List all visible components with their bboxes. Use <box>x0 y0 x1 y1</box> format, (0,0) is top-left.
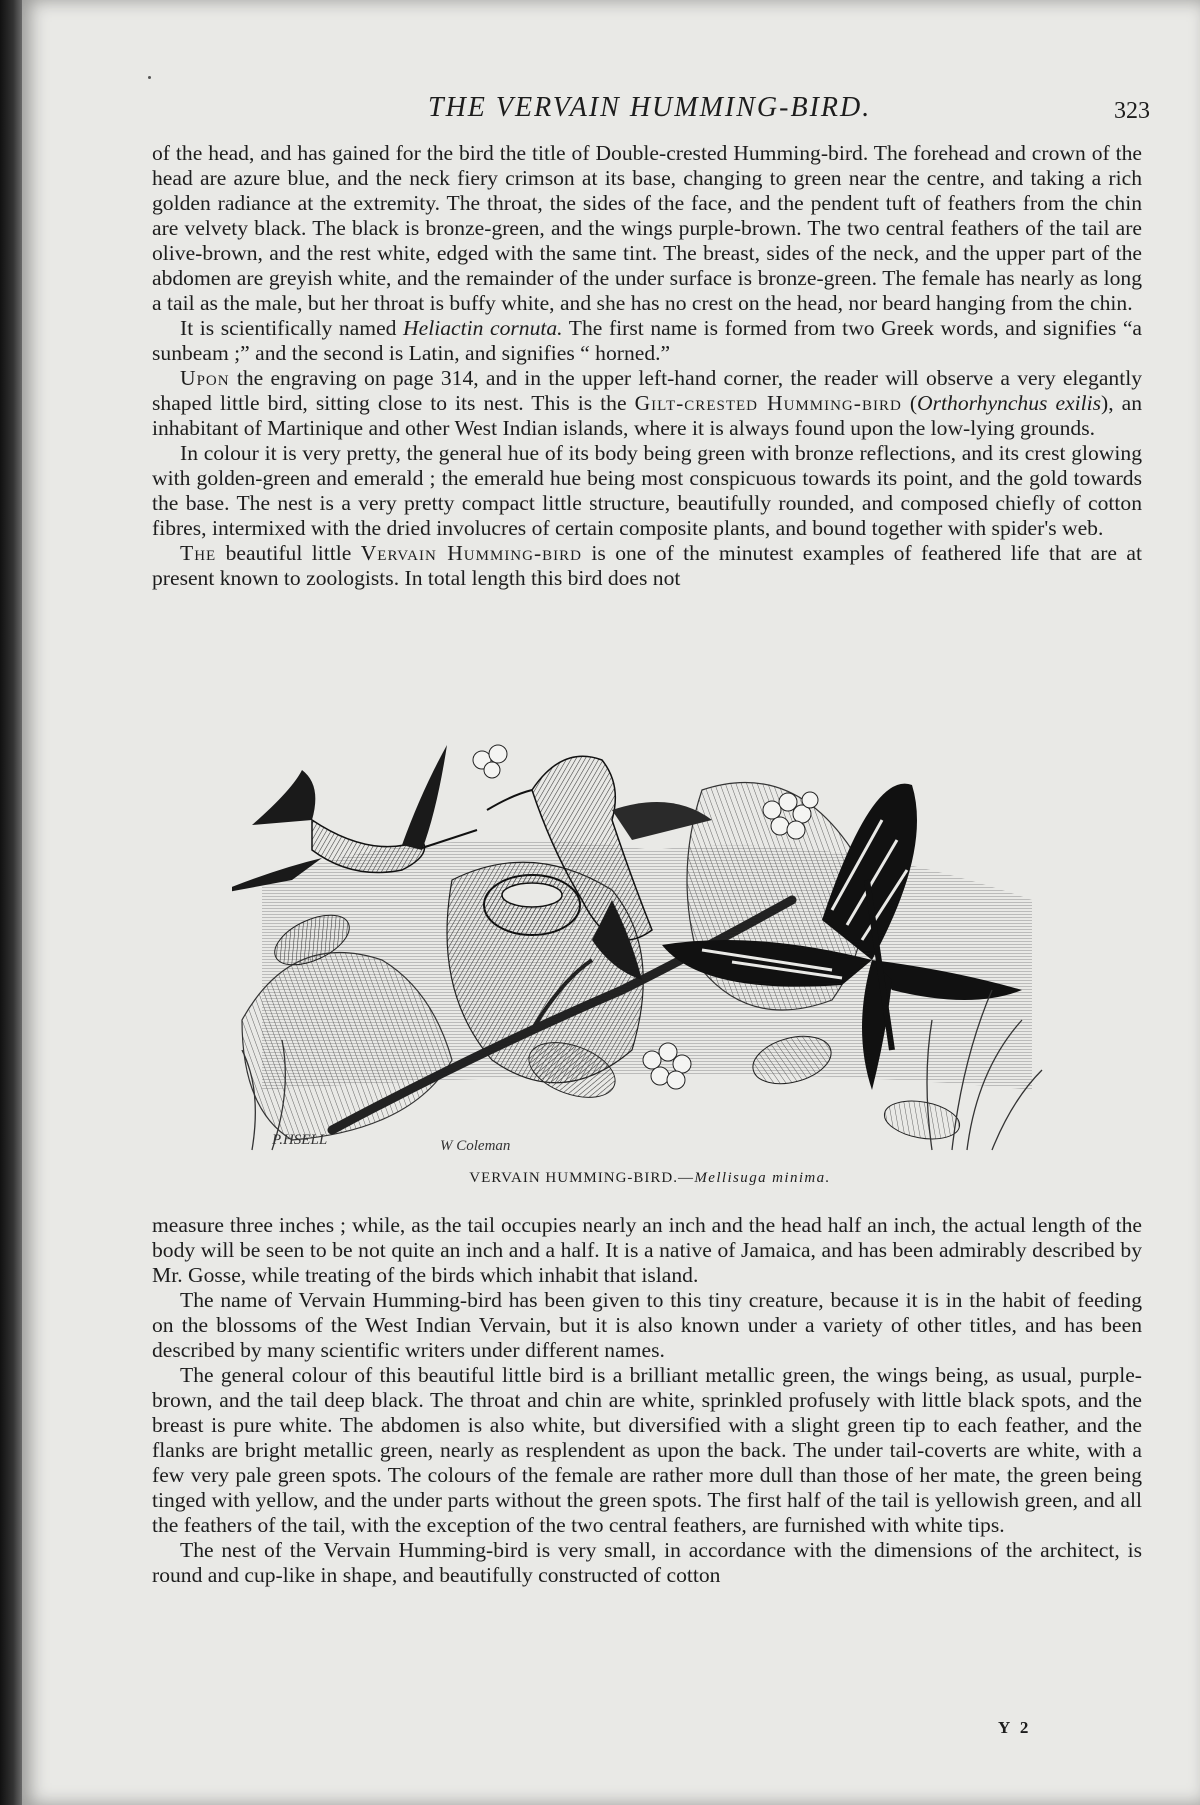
bird-name: Vervain Humming-bird <box>360 541 583 565</box>
text-run: the engraving on page 314, and in the upper left-hand corner, the reader will observe a very elegantly shaped little bird, sitting close to its nest. This is the <box>152 366 1142 415</box>
text-run: beautiful little <box>216 541 361 565</box>
leaf <box>881 1096 962 1145</box>
figure-caption <box>150 1170 1150 1187</box>
paragraph-continued <box>152 1213 1142 1288</box>
text-run: It is scientifically named <box>180 316 404 340</box>
paragraph-general-colour <box>152 1363 1142 1538</box>
page-binding-edge <box>0 0 22 1805</box>
top-text-block <box>152 141 1142 591</box>
text-run: is one of the minutest examples of feathered life that are at present known to zoologists. In total length this bird does not <box>152 541 1142 590</box>
paragraph-text: The name of Vervain Humming-bird has been given to this tiny creature, because it is in the habit of feeding on the blossoms of the West Indian Vervain, but it is also known under a variety of other titles, and has been described by many scientific writers under different names. <box>152 1288 1142 1362</box>
caption-scientific-name: Mellisuga minima. <box>694 1170 831 1186</box>
caption-title: VERVAIN HUMMING-BIRD. <box>469 1170 678 1186</box>
print-speck <box>148 76 151 79</box>
running-title: THE VERVAIN HUMMING-BIRD. <box>428 92 872 123</box>
artist-signature-engraver: P.HSELL <box>272 1132 328 1148</box>
paragraph-nest <box>152 1538 1142 1588</box>
paragraph-name-origin <box>152 1288 1142 1363</box>
text-run: ( <box>901 391 918 415</box>
scientific-name: Heliactin cornuta. <box>403 316 563 340</box>
paragraph-text: The nest of the Vervain Humming-bird is very small, in accordance with the dimensions of the architect, is round and cup-like in shape, and beautifully constructed of cotton <box>152 1538 1142 1587</box>
paragraph-text: In colour it is very pretty, the general hue of its body being green with bronze reflections, and its crest glowing with golden-green and emerald ; the emerald hue being most conspicuous towards its point, and the gold towards the base. The nest is a very pretty compact little structure, beautifully rounded, and composed chiefly of cotton fibres, intermixed with the dried involucres of certain composite plants, and bound together with spider's web. <box>152 441 1142 540</box>
text-run: ), an inhabitant of Martinique and other West Indian islands, where it is always found upon the low-lying grounds. <box>152 391 1143 440</box>
page-number: 323 <box>1114 98 1150 124</box>
paragraph-vervain-intro <box>152 541 1142 591</box>
paragraph-continued <box>152 141 1142 316</box>
running-header <box>150 92 1150 132</box>
engraving-illustration <box>232 730 1072 1160</box>
small-caps-lead: The <box>180 541 217 565</box>
bird-name: Gilt-crested Humming-bird <box>634 391 902 415</box>
paragraph-text: measure three inches ; while, as the tail occupies nearly an inch and the head half an inch, the actual length of the body will be seen to be not quite an inch and a half. It is a native of Jamaica, and has been admirably described by Mr. Gosse, while treating of the birds which inhabit that island. <box>152 1213 1142 1287</box>
artist-signature-draughtsman: W Coleman <box>440 1138 511 1154</box>
signature-mark: Y 2 <box>998 1718 1032 1737</box>
bottom-text-block <box>152 1213 1142 1588</box>
scientific-name: Orthorhynchus exilis <box>917 391 1102 415</box>
nest-opening <box>502 883 562 907</box>
paragraph-scientific-name <box>152 316 1142 366</box>
paragraph-colour <box>152 441 1142 541</box>
text-run: The first name is formed from two Greek words, and signifies “a sunbeam ;” and the second is Latin, and signifies “ horned.” <box>152 316 1142 365</box>
small-caps-lead: Upon <box>180 366 230 390</box>
paragraph-text: The general colour of this beautiful little bird is a brilliant metallic green, the wings being, as usual, purple-brown, and the tail deep black. The throat and chin are white, sprinkled profusely with little black spots, and the breast is pure white. The abdomen is also white, but diversified with a slight green tip to each feather, and the flanks are bright metallic green, nearly as resplendent as upon the back. The under tail-coverts are white, with a few very pale green spots. The colours of the female are rather more dull than those of her mate, the green being tinged with yellow, and the under parts without the green spots. The first half of the tail is yellowish green, and all the feathers of the tail, with the exception of the two central feathers, are furnished with white tips. <box>152 1363 1142 1537</box>
paragraph-gilt-crested <box>152 366 1142 441</box>
paragraph-text: of the head, and has gained for the bird the title of Double-crested Humming-bird. The forehead and crown of the head are azure blue, and the neck fiery crimson at its base, changing to green near the centre, and taking a rich golden radiance at the extremity. The throat, the sides of the face, and the pendent tuft of feathers from the chin are velvety black. The black is bronze-green, and the wings purple-brown. The two central feathers of the tail are olive-brown, and the rest white, edged with the same tint. The breast, sides of the neck, and the upper part of the abdomen are greyish white, and the remainder of the under surface is bronze-green. The female has nearly as long a tail as the male, but her throat is buffy white, and she has no crest on the head, nor beard hanging from the chin. <box>152 141 1142 315</box>
caption-dash: — <box>678 1170 695 1186</box>
engraving-svg <box>232 730 1072 1160</box>
